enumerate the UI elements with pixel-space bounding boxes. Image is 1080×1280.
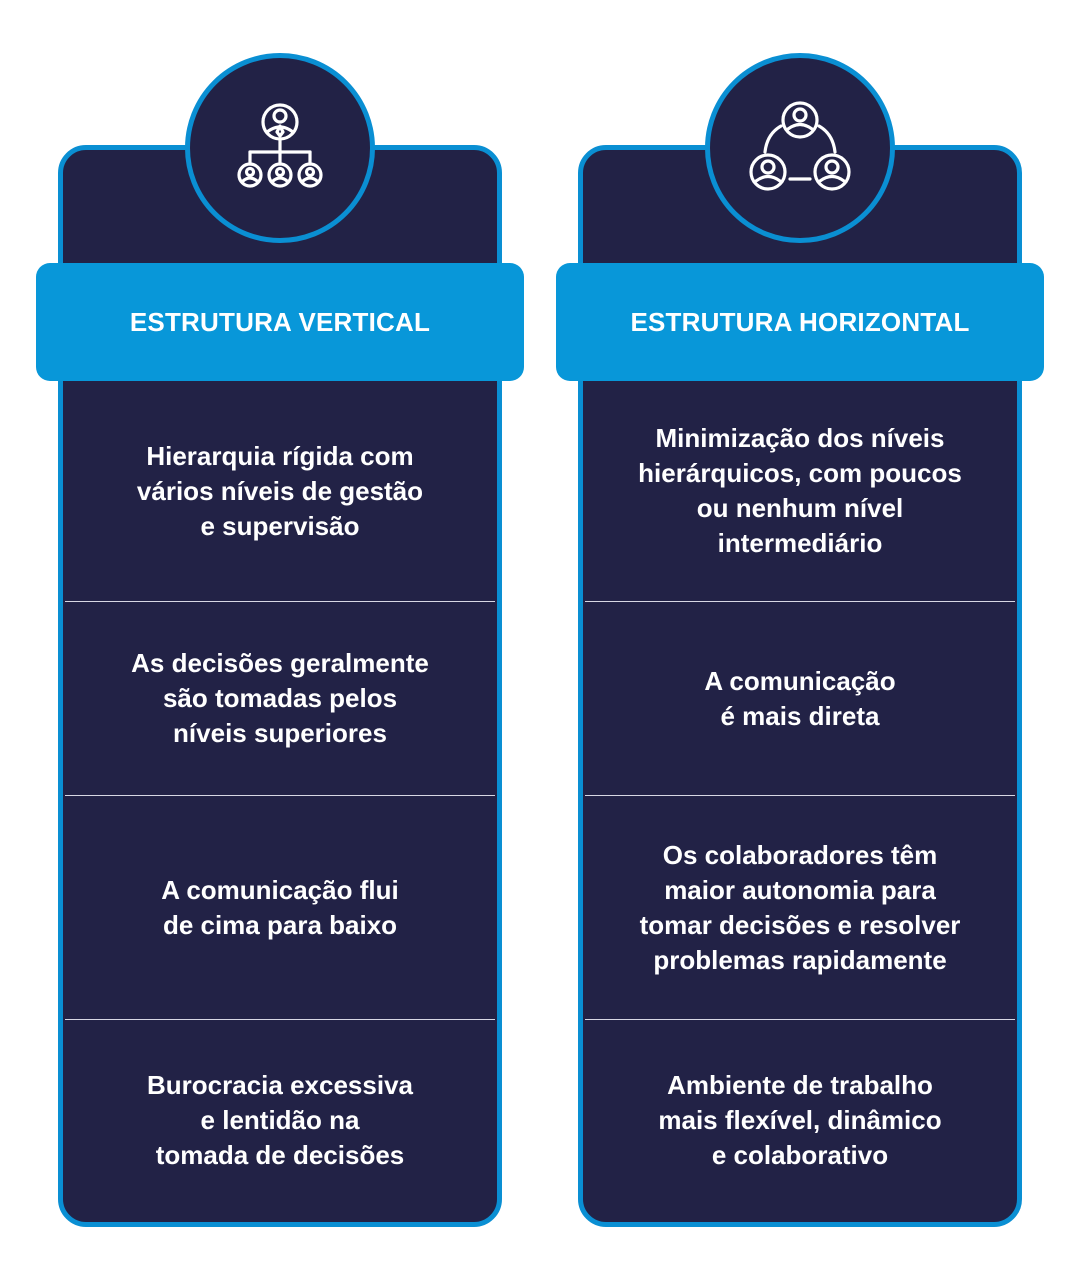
vertical-structure-column	[58, 0, 502, 1280]
horizontal-item-4: Ambiente de trabalho mais flexível, dinâmico e colaborativo	[658, 1069, 942, 1170]
vertical-icon-badge	[185, 53, 375, 243]
horizontal-structure-title: ESTRUTURA HORIZONTAL	[556, 263, 1044, 381]
team-network-icon	[748, 100, 852, 196]
horizontal-item-2: A comunicação é mais direta	[704, 665, 896, 731]
horizontal-icon-badge	[705, 53, 895, 243]
vertical-item-2: As decisões geralmente são tomadas pelos níveis superiores	[131, 648, 429, 748]
vertical-item-1: Hierarquia rígida com vários níveis de gestão e supervisão	[136, 440, 424, 541]
horizontal-item-3: Os colaboradores têm maior autonomia para tomar decisões e resolver problemas rapidamente	[639, 840, 961, 975]
vertical-structure-title: ESTRUTURA VERTICAL	[36, 263, 524, 381]
vertical-item-3: A comunicação flui de cima para baixo	[161, 875, 399, 940]
vertical-item-4: Burocracia excessiva e lentidão na tomada de decisões	[147, 1069, 413, 1170]
hierarchy-org-chart-icon	[234, 102, 326, 194]
horizontal-item-1: Minimização dos níveis hierárquicos, com poucos ou nenhum nível intermediário	[638, 423, 962, 558]
horizontal-structure-column	[578, 0, 1022, 1280]
